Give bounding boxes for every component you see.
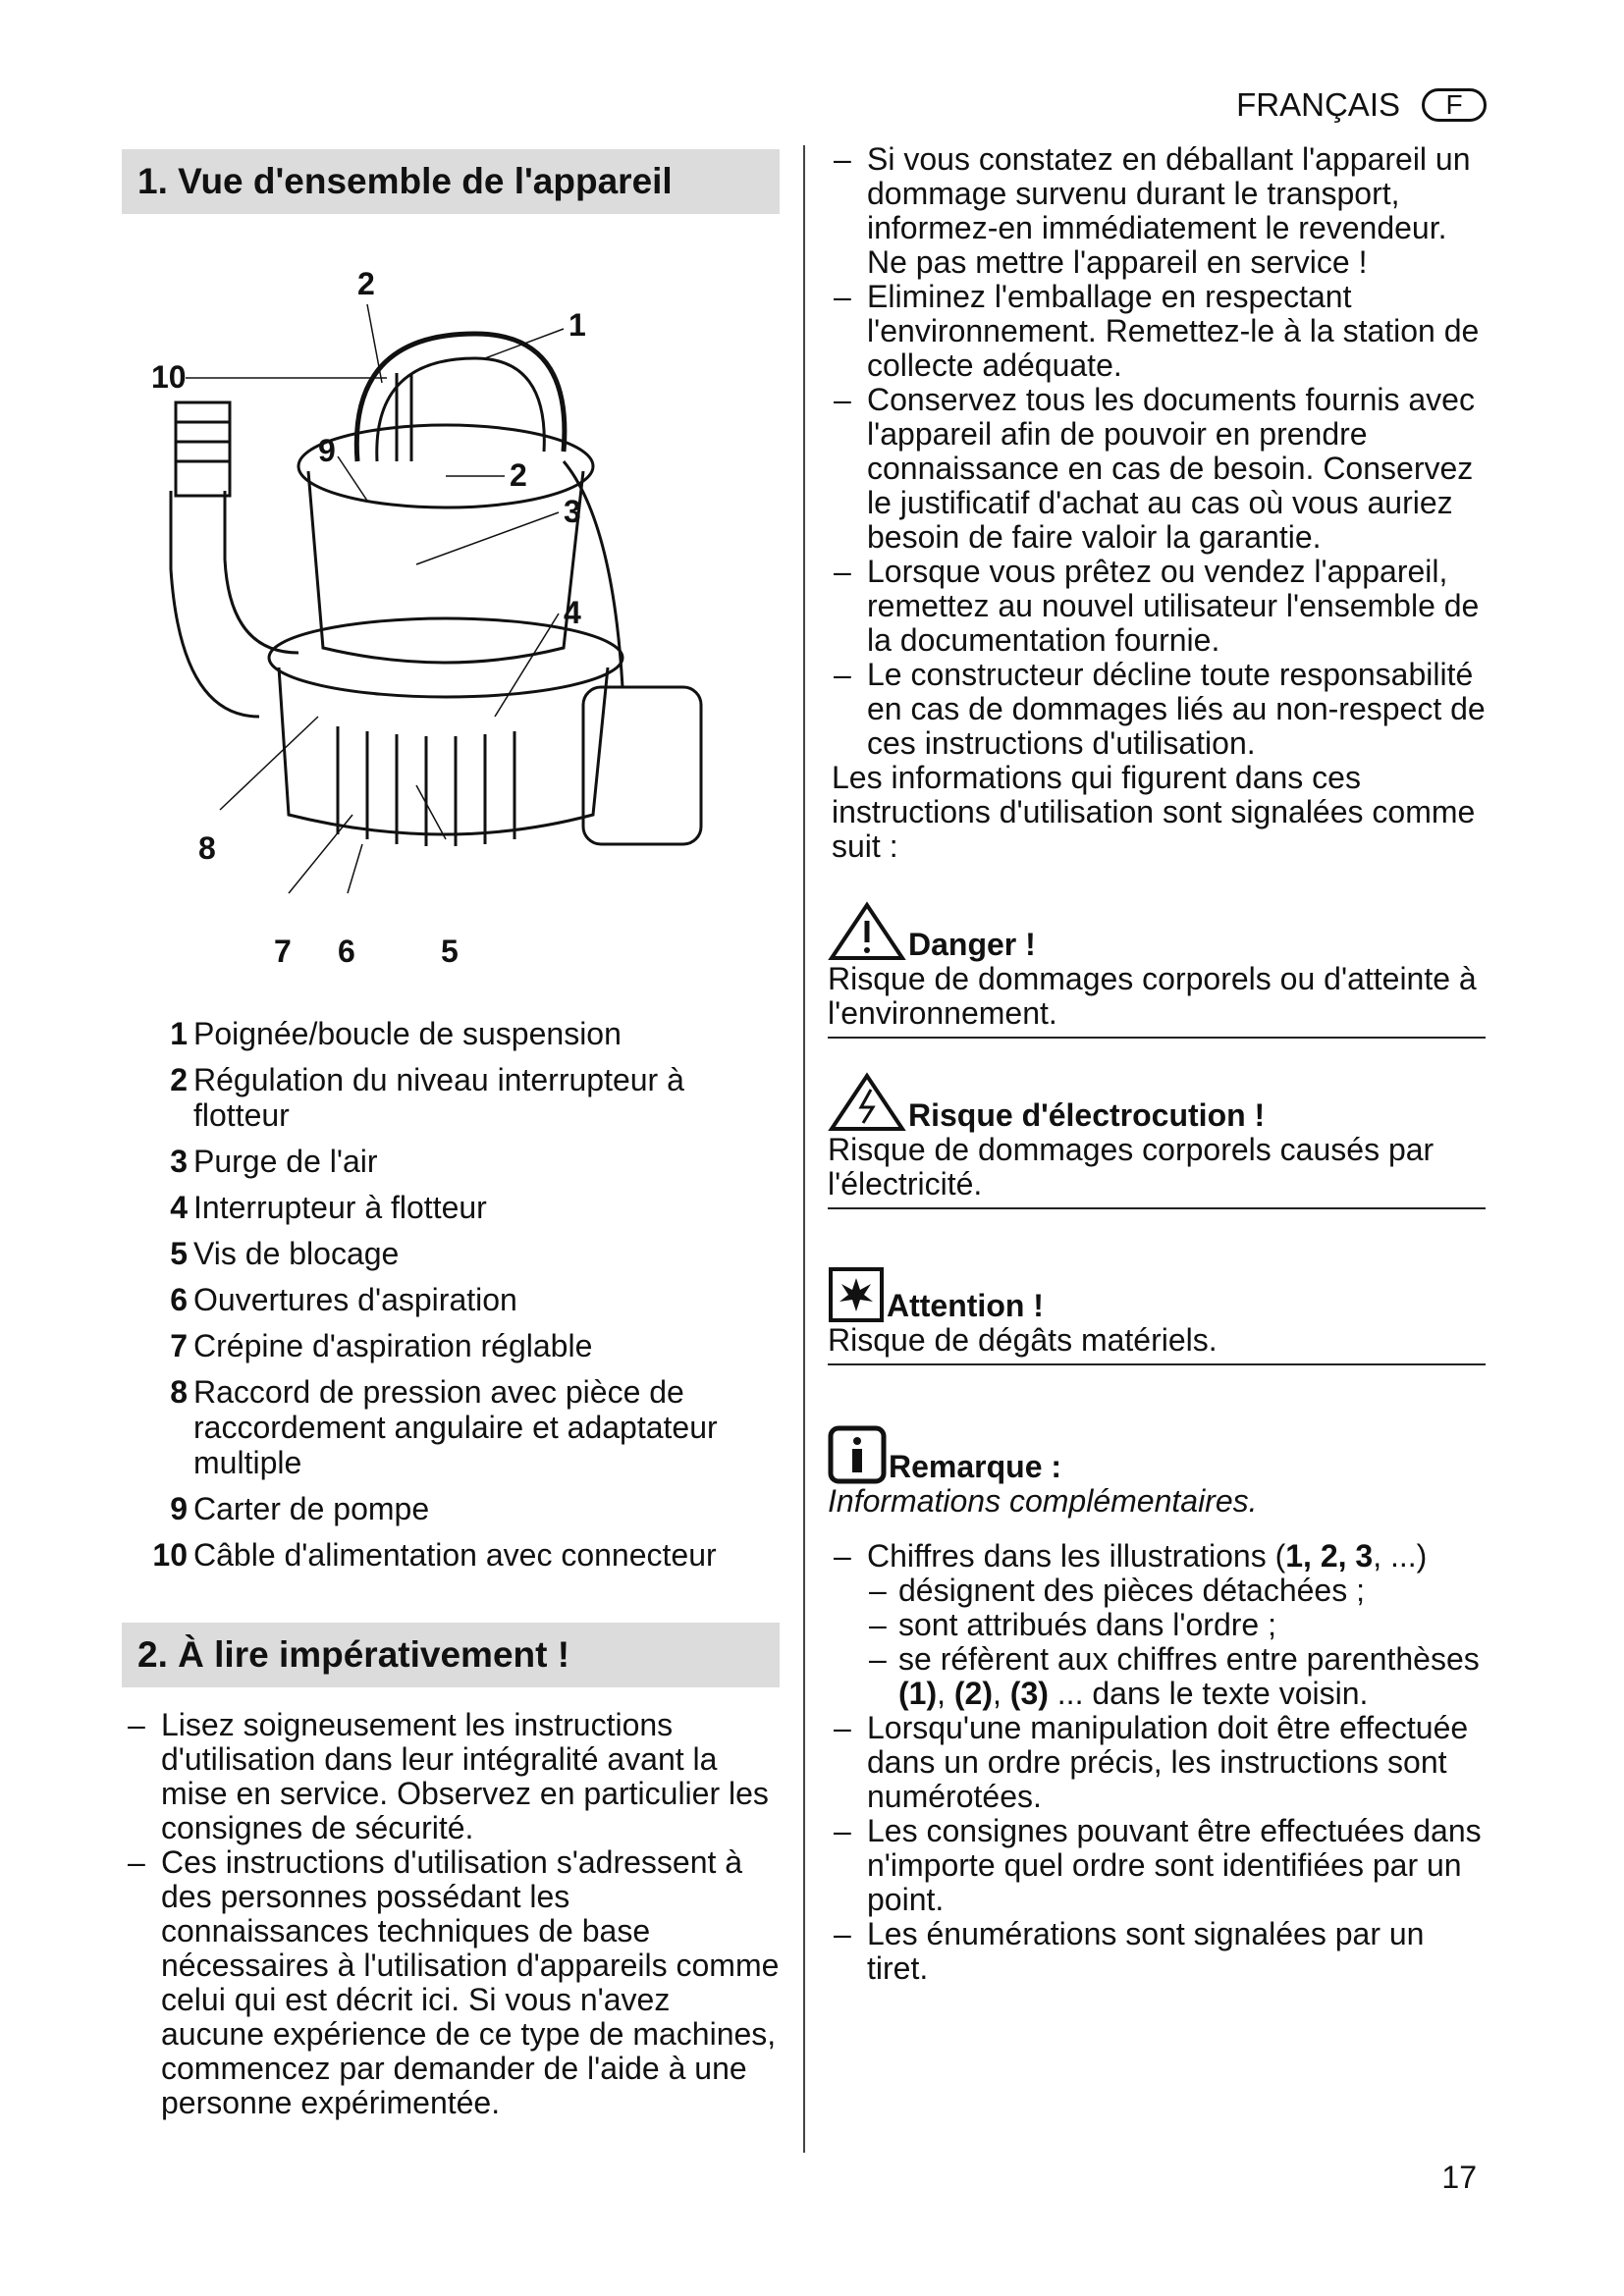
section-2-title: 2. À lire impérativement ! xyxy=(122,1623,780,1687)
list-item: – Eliminez l'emballage en respectant l'environnement. Remettez-le à la station de collecte adéquate. xyxy=(834,279,1480,383)
warning-triangle-icon xyxy=(828,901,906,962)
legend-item: 5 Vis de blocage xyxy=(170,1236,400,1271)
list-item: – Les énumérations sont signalées par un tiret. xyxy=(834,1916,1425,1986)
section-1-title: 1. Vue d'ensemble de l'appareil xyxy=(122,149,780,214)
pump-diagram xyxy=(151,265,760,972)
parts-legend xyxy=(122,1016,780,1583)
sub-list-item: – désignent des pièces détachées ; xyxy=(869,1573,1365,1608)
right-bullets xyxy=(828,142,1486,864)
list-item: – Chiffres dans les illustrations (1, 2, 3, ...) xyxy=(834,1538,1428,1574)
notice-title: Remarque : xyxy=(889,1449,1062,1484)
conventions-intro: Les informations qui figurent dans ces instructions d'utilisation sont signalées comme suit : xyxy=(832,760,1476,864)
notice-title: Risque d'électrocution ! xyxy=(908,1097,1266,1133)
column-divider xyxy=(803,145,805,2153)
conventions-list xyxy=(828,1539,1486,1986)
figure-label-2-side: 2 xyxy=(510,457,527,493)
list-item: – Si vous constatez en déballant l'appareil un dommage survenu durant le transport, informez-en immédiatement le revendeur. Ne pas mettre l'appareil en service ! xyxy=(834,141,1471,280)
notice-text: Informations complémentaires. xyxy=(828,1483,1258,1519)
legend-item: 3 Purge de l'air xyxy=(170,1144,378,1179)
list-item: – Lorsqu'une manipulation doit être effectuée dans un ordre précis, les instructions sont numérotées. xyxy=(834,1710,1469,1814)
legend-item: 7 Crépine d'aspiration réglable xyxy=(170,1328,593,1363)
damage-icon xyxy=(828,1266,885,1323)
info-icon xyxy=(828,1425,887,1484)
sub-list-item: – se réfèrent aux chiffres entre parenthèses (1), (2), (3) ... dans le texte voisin. xyxy=(869,1641,1480,1711)
section-2-bullets xyxy=(122,1708,780,2120)
notice-title: Attention ! xyxy=(887,1288,1044,1323)
list-item: – Les consignes pouvant être effectuées dans n'importe quel ordre sont identifiées par un point. xyxy=(834,1813,1482,1917)
notice-danger xyxy=(828,901,1486,1039)
language-indicator xyxy=(1236,86,1487,124)
legend-item: 1 Poignée/boucle de suspension xyxy=(170,1016,622,1051)
notice-electrocution xyxy=(828,1072,1486,1209)
list-item: – Conservez tous les documents fournis avec l'appareil afin de pouvoir en prendre connaissance en cas de besoin. Conservez le justificatif d'achat au cas où vous auriez besoin de faire valoir la garantie. xyxy=(834,382,1475,555)
legend-item: 2 Régulation du niveau interrupteur à flotteur xyxy=(170,1062,684,1133)
figure-label-10: 10 xyxy=(151,359,187,395)
language-label: FRANÇAIS xyxy=(1236,86,1400,123)
notice-attention xyxy=(828,1266,1486,1365)
figure-label-9: 9 xyxy=(318,433,336,468)
list-item: – Ces instructions d'utilisation s'adressent à des personnes possédant les connaissances techniques de base nécessaires à l'utilisation d'appareils comme celui qui est décrit ici. Si vous n'avez aucune expérience de ce type de machines, commencez par demander de l'aide à une personne expérimentée. xyxy=(128,1844,780,2120)
notice-remark xyxy=(828,1425,1486,1519)
legend-item: 6 Ouvertures d'aspiration xyxy=(170,1282,517,1317)
list-item: – Lisez soigneusement les instructions d'utilisation dans leur intégralité avant la mise en service. Observez en particulier les consignes de sécurité. xyxy=(128,1707,769,1845)
left-column xyxy=(122,0,780,2296)
legend-item: 10 Câble d'alimentation avec connecteur xyxy=(152,1537,717,1573)
page-number: 17 xyxy=(1441,2160,1477,2195)
list-item: – Le constructeur décline toute responsabilité en cas de dommages liés au non-respect de ces instructions d'utilisation. xyxy=(834,657,1486,761)
figure-label-3: 3 xyxy=(564,494,581,529)
legend-item: 8 Raccord de pression avec pièce de raccordement angulaire et adaptateur multiple xyxy=(170,1374,718,1480)
notice-text: Risque de dégâts matériels. xyxy=(828,1322,1218,1358)
figure-label-7: 7 xyxy=(274,934,292,969)
notice-text: Risque de dommages corporels ou d'atteinte à l'environnement. xyxy=(828,961,1477,1031)
figure-label-6: 6 xyxy=(338,934,355,969)
language-badge: F xyxy=(1422,88,1487,122)
notice-text: Risque de dommages corporels causés par l'électricité. xyxy=(828,1132,1435,1201)
list-item: – Lorsque vous prêtez ou vendez l'appareil, remettez au nouvel utilisateur l'ensemble de la documentation fournie. xyxy=(834,554,1480,658)
figure-label-5: 5 xyxy=(441,934,459,969)
legend-item: 9 Carter de pompe xyxy=(170,1491,430,1526)
figure-label-2-top: 2 xyxy=(357,266,375,301)
legend-item: 4 Interrupteur à flotteur xyxy=(170,1190,487,1225)
sub-list-item: – sont attribués dans l'ordre ; xyxy=(869,1607,1276,1642)
figure-label-1: 1 xyxy=(568,307,586,343)
electric-warning-icon xyxy=(828,1072,906,1133)
figure-label-8: 8 xyxy=(198,830,216,866)
figure-label-4: 4 xyxy=(564,595,581,630)
notice-title: Danger ! xyxy=(908,927,1036,962)
